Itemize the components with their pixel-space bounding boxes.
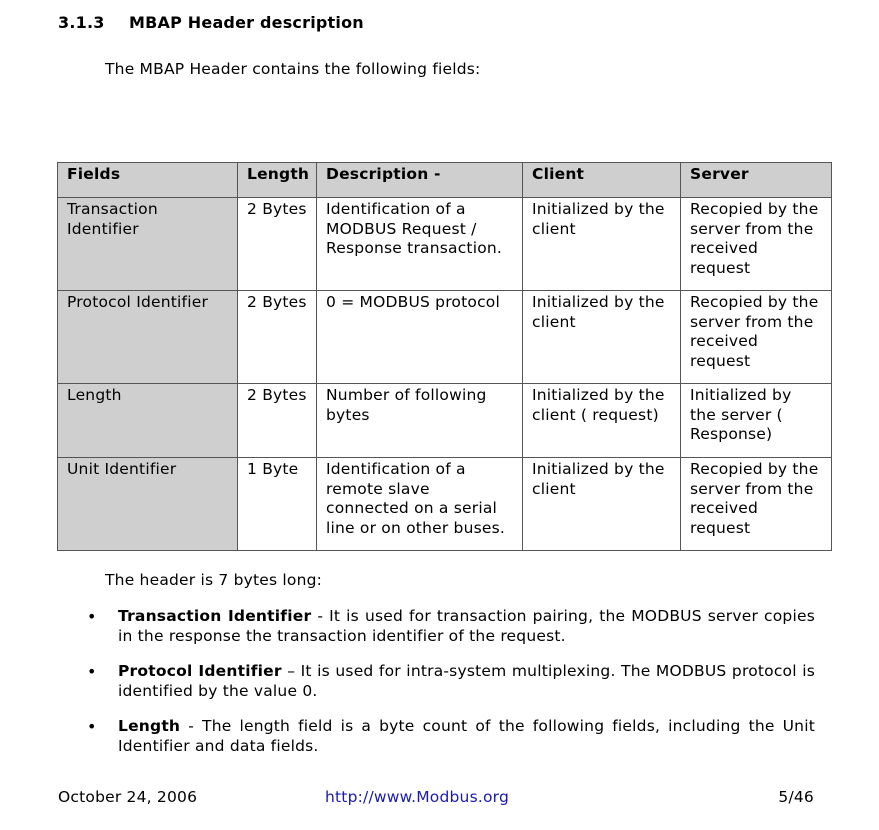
page-number: 5/46 (778, 788, 814, 806)
table-row (58, 291, 832, 384)
bullet-term: Protocol Identifier (118, 662, 282, 680)
length-cell: 1 Byte (238, 458, 317, 551)
column-header: Length (238, 163, 317, 198)
client-cell: Initialized by the client (523, 458, 681, 551)
server-cell: Initialized by the server ( Response) (681, 384, 832, 458)
list-item (87, 607, 815, 646)
client-cell: Initialized by the client ( request) (523, 384, 681, 458)
mbap-header-table (57, 162, 832, 551)
server-cell: Recopied by the server from the received request (681, 198, 832, 291)
table-row (58, 198, 832, 291)
field-name-cell: Transaction Identifier (58, 198, 238, 291)
field-name-cell: Protocol Identifier (58, 291, 238, 384)
page-footer (58, 788, 814, 808)
field-name-cell: Unit Identifier (58, 458, 238, 551)
footer-link[interactable]: http://www.Modbus.org (325, 788, 510, 806)
summary-text: The header is 7 bytes long: (105, 571, 323, 589)
description-cell: Number of following bytes (317, 384, 523, 458)
length-cell: 2 Bytes (238, 384, 317, 458)
bullet-icon: • (87, 607, 97, 626)
column-header: Client (523, 163, 681, 198)
list-item (87, 717, 815, 756)
bullet-term: Length (118, 717, 181, 735)
section-title: MBAP Header description (129, 13, 364, 32)
bullet-term: Transaction Identifier (118, 607, 312, 625)
section-heading (58, 13, 364, 32)
footer-date: October 24, 2006 (58, 788, 198, 806)
client-cell: Initialized by the client (523, 198, 681, 291)
server-cell: Recopied by the server from the received request (681, 458, 832, 551)
description-cell: Identification of a remote slave connected on a serial line or on other buses. (317, 458, 523, 551)
bullet-icon: • (87, 717, 97, 736)
bullet-text: - The length field is a byte count of the following fields, including the Unit Identifier and data fields. (118, 717, 815, 755)
length-cell: 2 Bytes (238, 291, 317, 384)
bullet-list (87, 607, 815, 772)
table-header-row (58, 163, 832, 198)
list-item (87, 662, 815, 701)
description-cell: Identification of a MODBUS Request / Response transaction. (317, 198, 523, 291)
column-header: Description - (317, 163, 523, 198)
section-number: 3.1.3 (58, 13, 105, 32)
length-cell: 2 Bytes (238, 198, 317, 291)
bullet-icon: • (87, 662, 97, 681)
description-cell: 0 = MODBUS protocol (317, 291, 523, 384)
table-row (58, 384, 832, 458)
column-header: Server (681, 163, 832, 198)
field-name-cell: Length (58, 384, 238, 458)
table-row (58, 458, 832, 551)
bullet-text: - It is used for transaction pairing, the MODBUS server copies in the response the transaction identifier of the request. (118, 607, 815, 645)
bullet-text: – It is used for intra-system multiplexing. The MODBUS protocol is identified by the value 0. (118, 662, 815, 700)
intro-text: The MBAP Header contains the following fields: (105, 60, 481, 78)
client-cell: Initialized by the client (523, 291, 681, 384)
column-header: Fields (58, 163, 238, 198)
server-cell: Recopied by the server from the received request (681, 291, 832, 384)
